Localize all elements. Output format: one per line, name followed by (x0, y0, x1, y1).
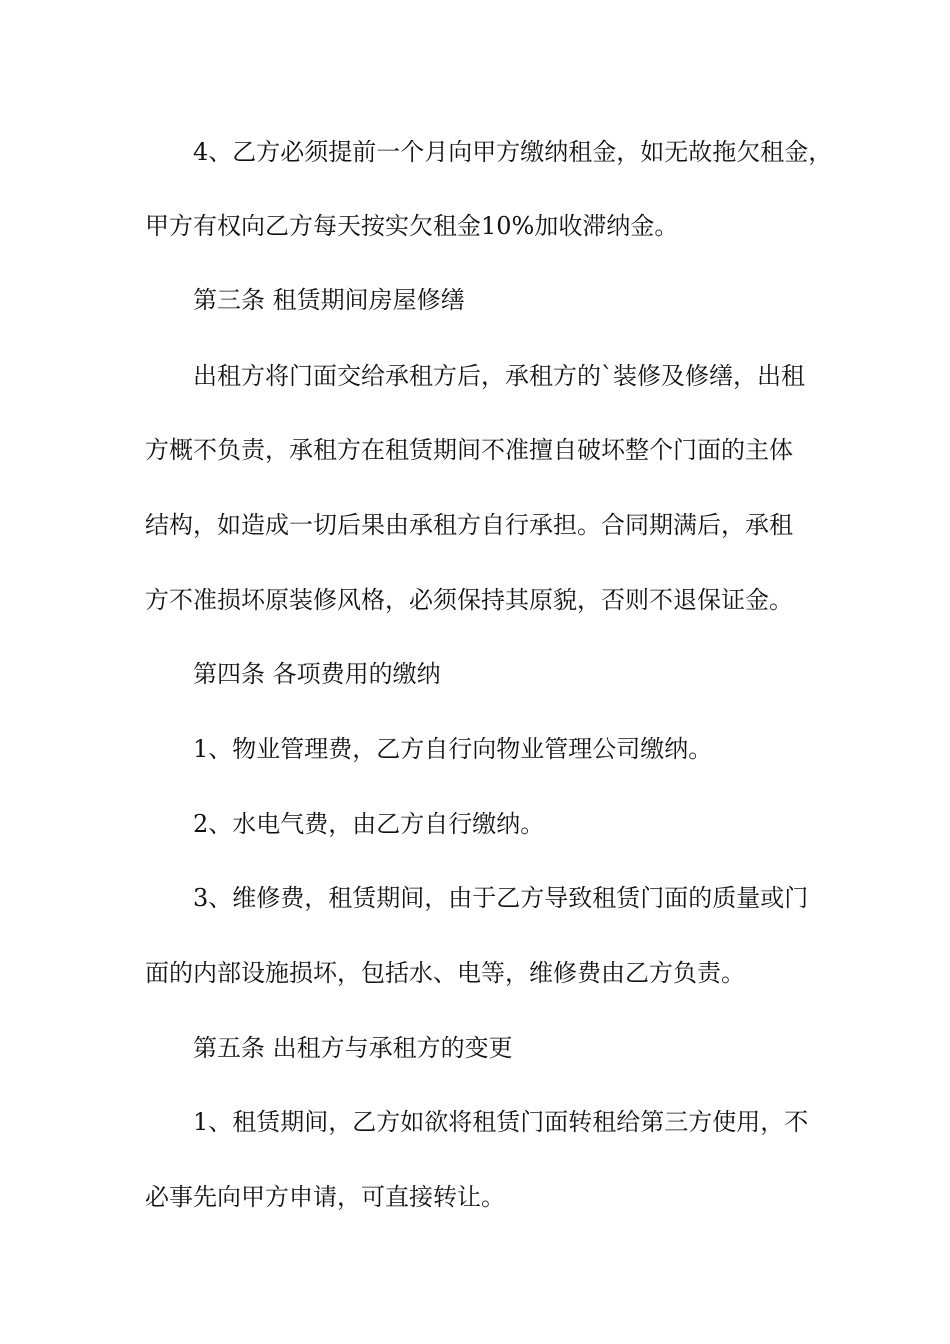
text-line: 方概不负责，承租方在租赁期间不准擅自破坏整个门面的主体 (145, 436, 793, 464)
text-line: 4、乙方必须提前一个月向甲方缴纳租金，如无故拖欠租金， (193, 138, 833, 166)
text-line: 1、租赁期间，乙方如欲将租赁门面转租给第三方使用，不 (193, 1108, 809, 1136)
text-line: 甲方有权向乙方每天按实欠租金10%加收滞纳金。 (145, 212, 679, 240)
text-line: 1、物业管理费，乙方自行向物业管理公司缴纳。 (193, 735, 713, 763)
section-heading: 第四条 各项费用的缴纳 (193, 660, 441, 688)
text-line: 必事先向甲方申请，可直接转让。 (145, 1183, 505, 1211)
text-line: 2、水电气费，由乙方自行缴纳。 (193, 810, 545, 838)
text-line: 方不准损坏原装修风格，必须保持其原貌，否则不退保证金。 (145, 586, 793, 614)
section-heading: 第三条 租赁期间房屋修缮 (193, 286, 465, 314)
text-line: 3、维修费，租赁期间，由于乙方导致租赁门面的质量或门 (193, 884, 809, 912)
text-line: 结构，如造成一切后果由承租方自行承担。合同期满后，承租 (145, 511, 793, 539)
section-heading: 第五条 出租方与承租方的变更 (193, 1034, 513, 1062)
text-line: 出租方将门面交给承租方后，承租方的`装修及修缮，出租 (193, 362, 805, 390)
text-line: 面的内部设施损坏，包括水、电等，维修费由乙方负责。 (145, 959, 745, 987)
